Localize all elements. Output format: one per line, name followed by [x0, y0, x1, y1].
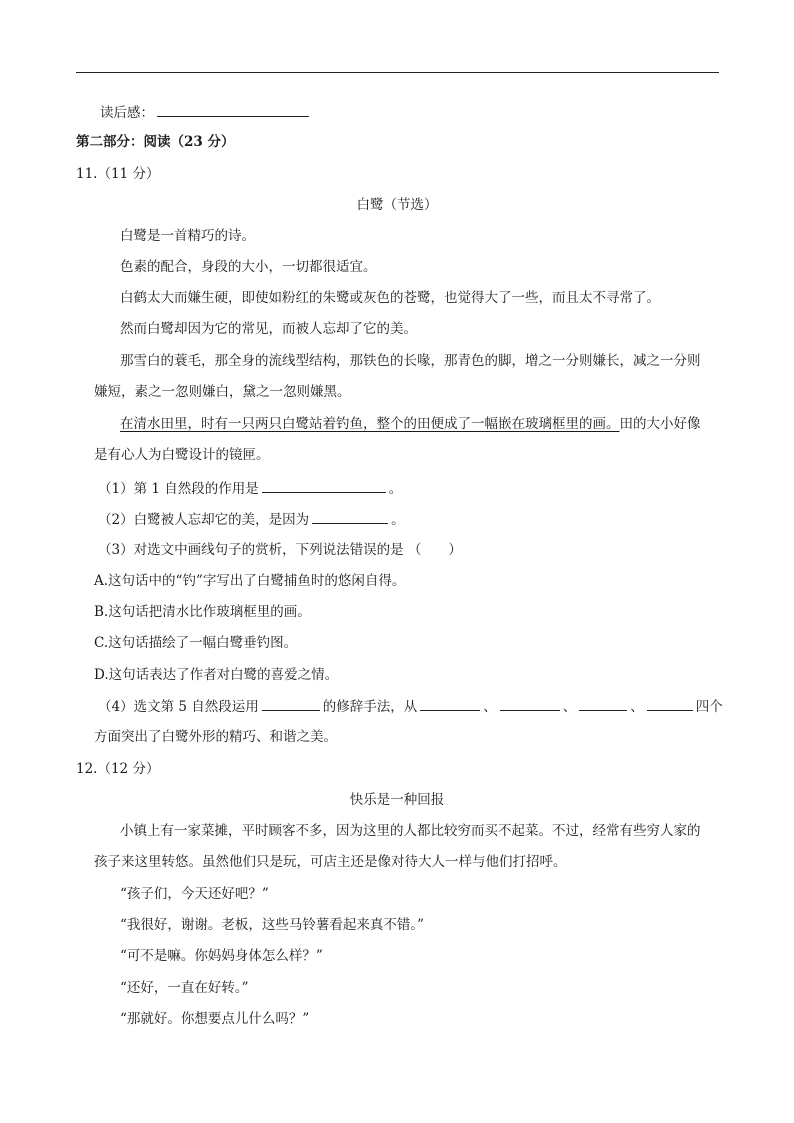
q11-paragraph: 白鹭是一首精巧的诗。 [120, 228, 255, 244]
underlined-sentence: 在清水田里，时有一只两只白鹭站着钓鱼，整个的田便成了一幅嵌在玻璃框里的画。 [120, 416, 620, 432]
q12-line: “孩子们，今天还好吧？” [120, 886, 269, 902]
sub4-separator: 、 [562, 699, 577, 715]
q11-sub1 [98, 478, 402, 499]
q12-line: “还好，一直在好转。” [120, 980, 249, 996]
reflection-line [100, 102, 312, 123]
reflection-label: 读后感： [100, 105, 154, 121]
paragraph-continuation: 田的大小好像 [619, 416, 701, 432]
q11-paragraph: 色素的配合，身段的大小，一切都很适宜。 [120, 259, 377, 275]
q11-underlined-line [120, 414, 701, 434]
option-b: B.这句话把清水比作玻璃框里的画。 [94, 604, 311, 620]
q11-title: 白鹭（节选） [356, 197, 438, 213]
q12-line: “我很好，谢谢。老板，这些马铃薯看起来真不错。” [120, 917, 425, 933]
q11-sub2 [98, 509, 405, 530]
sub4-separator: 、 [483, 699, 497, 715]
q11-paragraph: 白鹤太大而嫌生硬，即使如粉红的朱鹭或灰色的苍鹭，也觉得大了一些，而且太不寻常了。 [120, 290, 660, 306]
q12-number: 12.（12 分） [76, 761, 160, 777]
q12-line: 孩子来这里转悠。虽然他们只是玩，可店主还是像对待大人一样与他们打招呼。 [94, 854, 567, 870]
sub4-mid: 的修辞手法，从 [322, 699, 418, 715]
sub4-blank-rhetoric[interactable] [262, 696, 320, 711]
sub4-prefix: （4）选文第 5 自然段运用 [98, 699, 259, 715]
q11-sub3: （3）对选文中画线句子的赏析，下列说法错误的是 （ ） [98, 542, 462, 558]
q11-paragraph: 是有心人为白鹭设计的镜匣。 [94, 447, 270, 463]
q12-line: “可不是嘛。你妈妈身体怎么样？” [120, 948, 323, 964]
sub2-suffix: 。 [391, 512, 405, 528]
q11-sub4-line2: 方面突出了白鹭外形的精巧、和谐之美。 [94, 729, 337, 745]
q11-number: 11.（11 分） [76, 166, 160, 182]
sub4-blank-1[interactable] [420, 696, 480, 711]
sub2-prefix: （2）白鹭被人忘却它的美，是因为 [98, 512, 310, 528]
q11-paragraph: 那雪白的蓑毛，那全身的流线型结构，那铁色的长喙，那青色的脚，增之一分则嫌长，减之一分则 [120, 353, 701, 369]
option-a: A.这句话中的“钓”字写出了白鹭捕鱼时的悠闲自得。 [94, 573, 406, 589]
sub4-separator: 、 [630, 699, 644, 715]
reflection-blank[interactable] [157, 102, 309, 117]
q12-line: 小镇上有一家菜摊，平时顾客不多，因为这里的人都比较穷而买不起菜。不过，经常有些穷人家的 [120, 823, 701, 839]
sub2-blank[interactable] [312, 509, 388, 524]
option-c: C.这句话描绘了一幅白鹭垂钓图。 [94, 635, 298, 651]
sub1-prefix: （1）第 1 自然段的作用是 [98, 481, 259, 497]
part2-heading: 第二部分：阅读（23 分） [76, 134, 235, 150]
sub4-blank-2[interactable] [500, 696, 560, 711]
q11-paragraph: 嫌短，素之一忽则嫌白，黛之一忽则嫌黑。 [94, 384, 351, 400]
sub4-blank-4[interactable] [647, 696, 693, 711]
sub1-blank[interactable] [262, 478, 386, 493]
q12-line: “那就好。你想要点儿什么吗？” [120, 1011, 310, 1027]
q11-paragraph: 然而白鹭却因为它的常见，而被人忘却了它的美。 [120, 321, 417, 337]
q12-title: 快乐是一种回报 [349, 792, 445, 808]
sub1-suffix: 。 [388, 481, 403, 497]
sub4-blank-3[interactable] [579, 696, 627, 711]
top-divider [76, 72, 719, 73]
sub4-suffix: 四个 [695, 699, 723, 715]
q11-sub4 [98, 696, 723, 717]
option-d: D.这句话表达了作者对白鹭的喜爱之情。 [94, 667, 339, 683]
